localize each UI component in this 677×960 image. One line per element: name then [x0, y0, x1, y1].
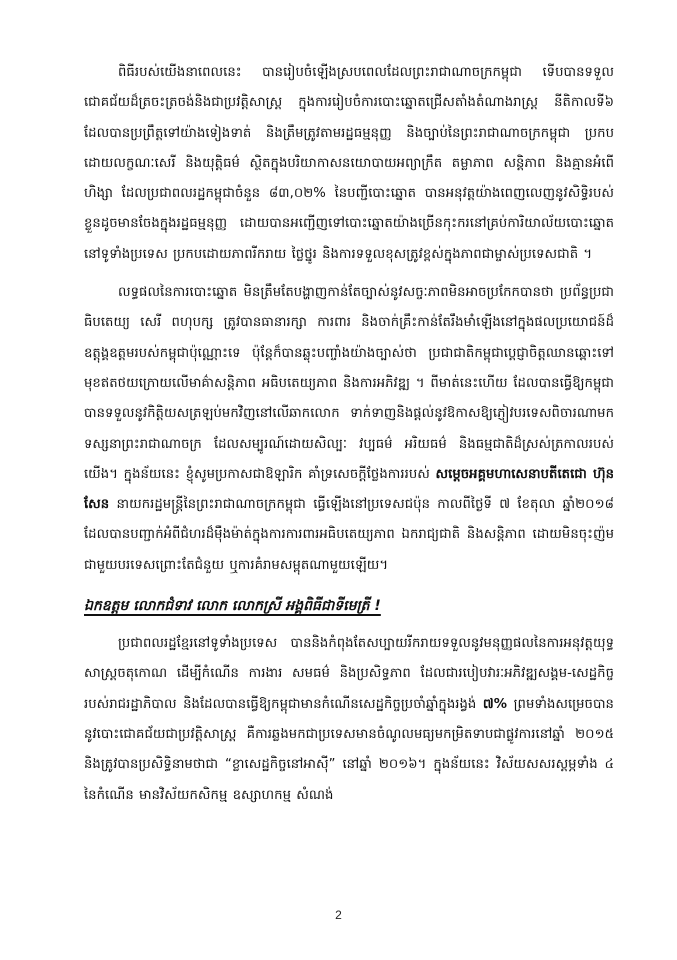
page-body — [84, 58, 614, 819]
paragraph-election-results — [84, 278, 614, 581]
paragraph-election-results-text-2: នាយករដ្ឋមន្ត្រីនៃព្រះរាជាណាចក្រកម្ពុជា ធ្វើឡើងនៅប្រទេសជប៉ុន កាលពីថ្ងៃទី ៧ ខែតុលា ឆ្នាំ២០១៨ ដែលបានបញ្ជាក់អំពីជំហរដ៏មុឺងម៉ាត់ក្នុងការការពារអធិបតេយ្យភាព ឯករាជ្យជាតិ និងសន្តិភាព ដោយមិនចុះញ៉មជាមួយបរទេសព្រោះតែជំនួយ ឬការគំរាមសម្ពុតណាមួយឡើយ។ — [84, 497, 614, 573]
section-heading-salutation: ឯកឧត្តម លោកជំទាវ លោក លោកស្រី អង្គពិធីជាទីមេត្រី ! — [84, 598, 381, 615]
paragraph-ceremony-election: ពិធីរបស់យើងនាពេលនេះ បានរៀបចំឡើងស្របពេលដែលព្រះរាជាណាចក្រកម្ពុជា ទើបបានទទួលជោគជ័យដ៏ត្រចះត្រចង់និងជាប្រវត្តិសាស្ត្រ ក្នុងការរៀបចំការបោះឆ្នោតជ្រើសតាំងតំណាងរាស្ត្រ នីតិកាលទី៦ ដែលបានប្រព្រឹត្តទៅយ៉ាងទៀងទាត់ និងត្រឹមត្រូវតាមរដ្ឋធម្មនុញ្ញ និងច្បាប់នៃព្រះរាជាណាចក្រកម្ពុជា ប្រកបដោយលក្ខណៈសេរី និងយុត្តិធម៌ ស្ថិតក្នុងបរិយាកាសនយោបាយអព្យាក្រឹត តម្លាភាព សន្តិភាព និងគ្មានអំពើហិង្សា ដែលប្រជាពលរដ្ឋកម្ពុជាចំនួន ៨៣,០២% នៃបញ្ជីបោះឆ្នោត បានអនុវត្តយ៉ាងពេញលេញនូវសិទ្ធិរបស់ខ្លួនដូចមានចែងក្នុងរដ្ឋធម្មនុញ្ញ ដោយបានអញ្ជើញទៅបោះឆ្នោតយ៉ាងច្រើនកុះករនៅគ្រប់ការិយាល័យបោះឆ្នោតនៅទូទាំងប្រទេស ប្រកបដោយភាពរីករាយ ថ្លៃថ្នូរ និងការទទួលខុសត្រូវខ្ពស់ក្នុងភាពជាម្ចាស់ប្រទេសជាតិ ។ — [84, 65, 614, 262]
paragraph-election-results-text-1: លទ្ធផលនៃការបោះឆ្នោត មិនត្រឹមតែបង្ហាញកាន់តែច្បាស់នូវសច្ចៈភាពមិនអាចប្រកែកបានថា ប្រព័ន្ធប្រជាធិបតេយ្យ សេរី ពហុបក្ស ត្រូវបានធានារក្សា ការពារ និងចាក់គ្រឹះកាន់តែរឹងមាំឡើងនៅក្នុងផលប្រយោជន៍ដ៏ឧត្តុង្គឧត្តមរបស់កម្ពុជាប៉ុណ្ណោះទេ ប៉ុន្តែក៏បានឆ្លុះបញ្ចាំងយ៉ាងច្បាស់ថា ប្រជាជាតិកម្ពុជាបេ្ដជ្ញាចិត្តឈានឆ្ពោះទៅមុខឥតថយក្រោយលើមាគ៌ាសន្តិភាព អធិបតេយ្យភាព និងការអភិវឌ្ឍ ។ ពីមាត់នេះហើយ ដែលបានធ្វើឱ្យកម្ពុជាបានទទួលនូវកិត្តិយសត្រឡប់មកវិញនៅលើឆាកលោក ទាក់ទាញនិងផ្តល់នូវឱកាសឱ្យភ្ញៀវបរទេសពិចារណាមកទស្សនាព្រះរាជាណាចក្រ ដែលសម្បូរណ៍ដោយសិល្បៈ វប្បធម៌ អរិយធម៌ និងធម្មជាតិដ៏ស្រស់ត្រកាលរបស់យើង។ ក្នុងន័យនេះ ខ្ញុំសូមប្រកាសជាឱឡារិក គាំទ្រសេចក្តីថ្លែងការរបស់ — [84, 285, 614, 482]
paragraph-economic-growth-text-1: ប្រជាពលរដ្ឋខ្មែរនៅទូទាំងប្រទេស បាននិងកំពុងតែសប្បាយរីករាយទទួលនូវមនុញ្ញផលនៃការអនុវត្តយុទ្ធសាស្ត្រចតុកោណ ដើម្បីកំណើន ការងារ សមធម៌ និងប្រសិទ្ធភាព ដែលជារបៀបវារៈអភិវឌ្ឍសង្គម-សេដ្ឋកិច្ចរបស់រាជរដ្ឋាភិបាល និងដែលបានធ្វើឱ្យកម្ពុជាមានកំណើនសេដ្ឋកិច្ចប្រចាំឆ្នាំក្នុងរង្វង់ — [84, 636, 614, 712]
growth-rate-value: ៧% — [482, 696, 508, 712]
page-number: 2 — [335, 908, 342, 922]
prime-minister-name: សម្តេចអគ្គមហាសេនាបតីតេជោ ហ៊ុន សែន — [84, 466, 614, 513]
paragraph-economic-growth-text-2: ព្រមទាំងសម្រេចបាននូវបោះជោគជ័យជាប្រវត្តិសាស្ត្រ គឺការឆ្លងមកជាប្រទេសមានចំណូលមធ្យមកម្រិតទាបជាផ្លូវការនៅឆ្នាំ ២០១៥ និងត្រូវបានប្រសិទ្ធិនាមថាជា “ខ្លាសេដ្ឋកិច្ចនៅអាស៊ី” នៅឆ្នាំ ២០១៦។ ក្នុងន័យនេះ វិស័យសសរស្តម្ភទាំង ៤ នៃកំណើន មានវិស័យកសិកម្ម ឧស្សាហកម្ម សំណង់ — [84, 696, 614, 803]
paragraph-economic-growth — [84, 629, 614, 811]
